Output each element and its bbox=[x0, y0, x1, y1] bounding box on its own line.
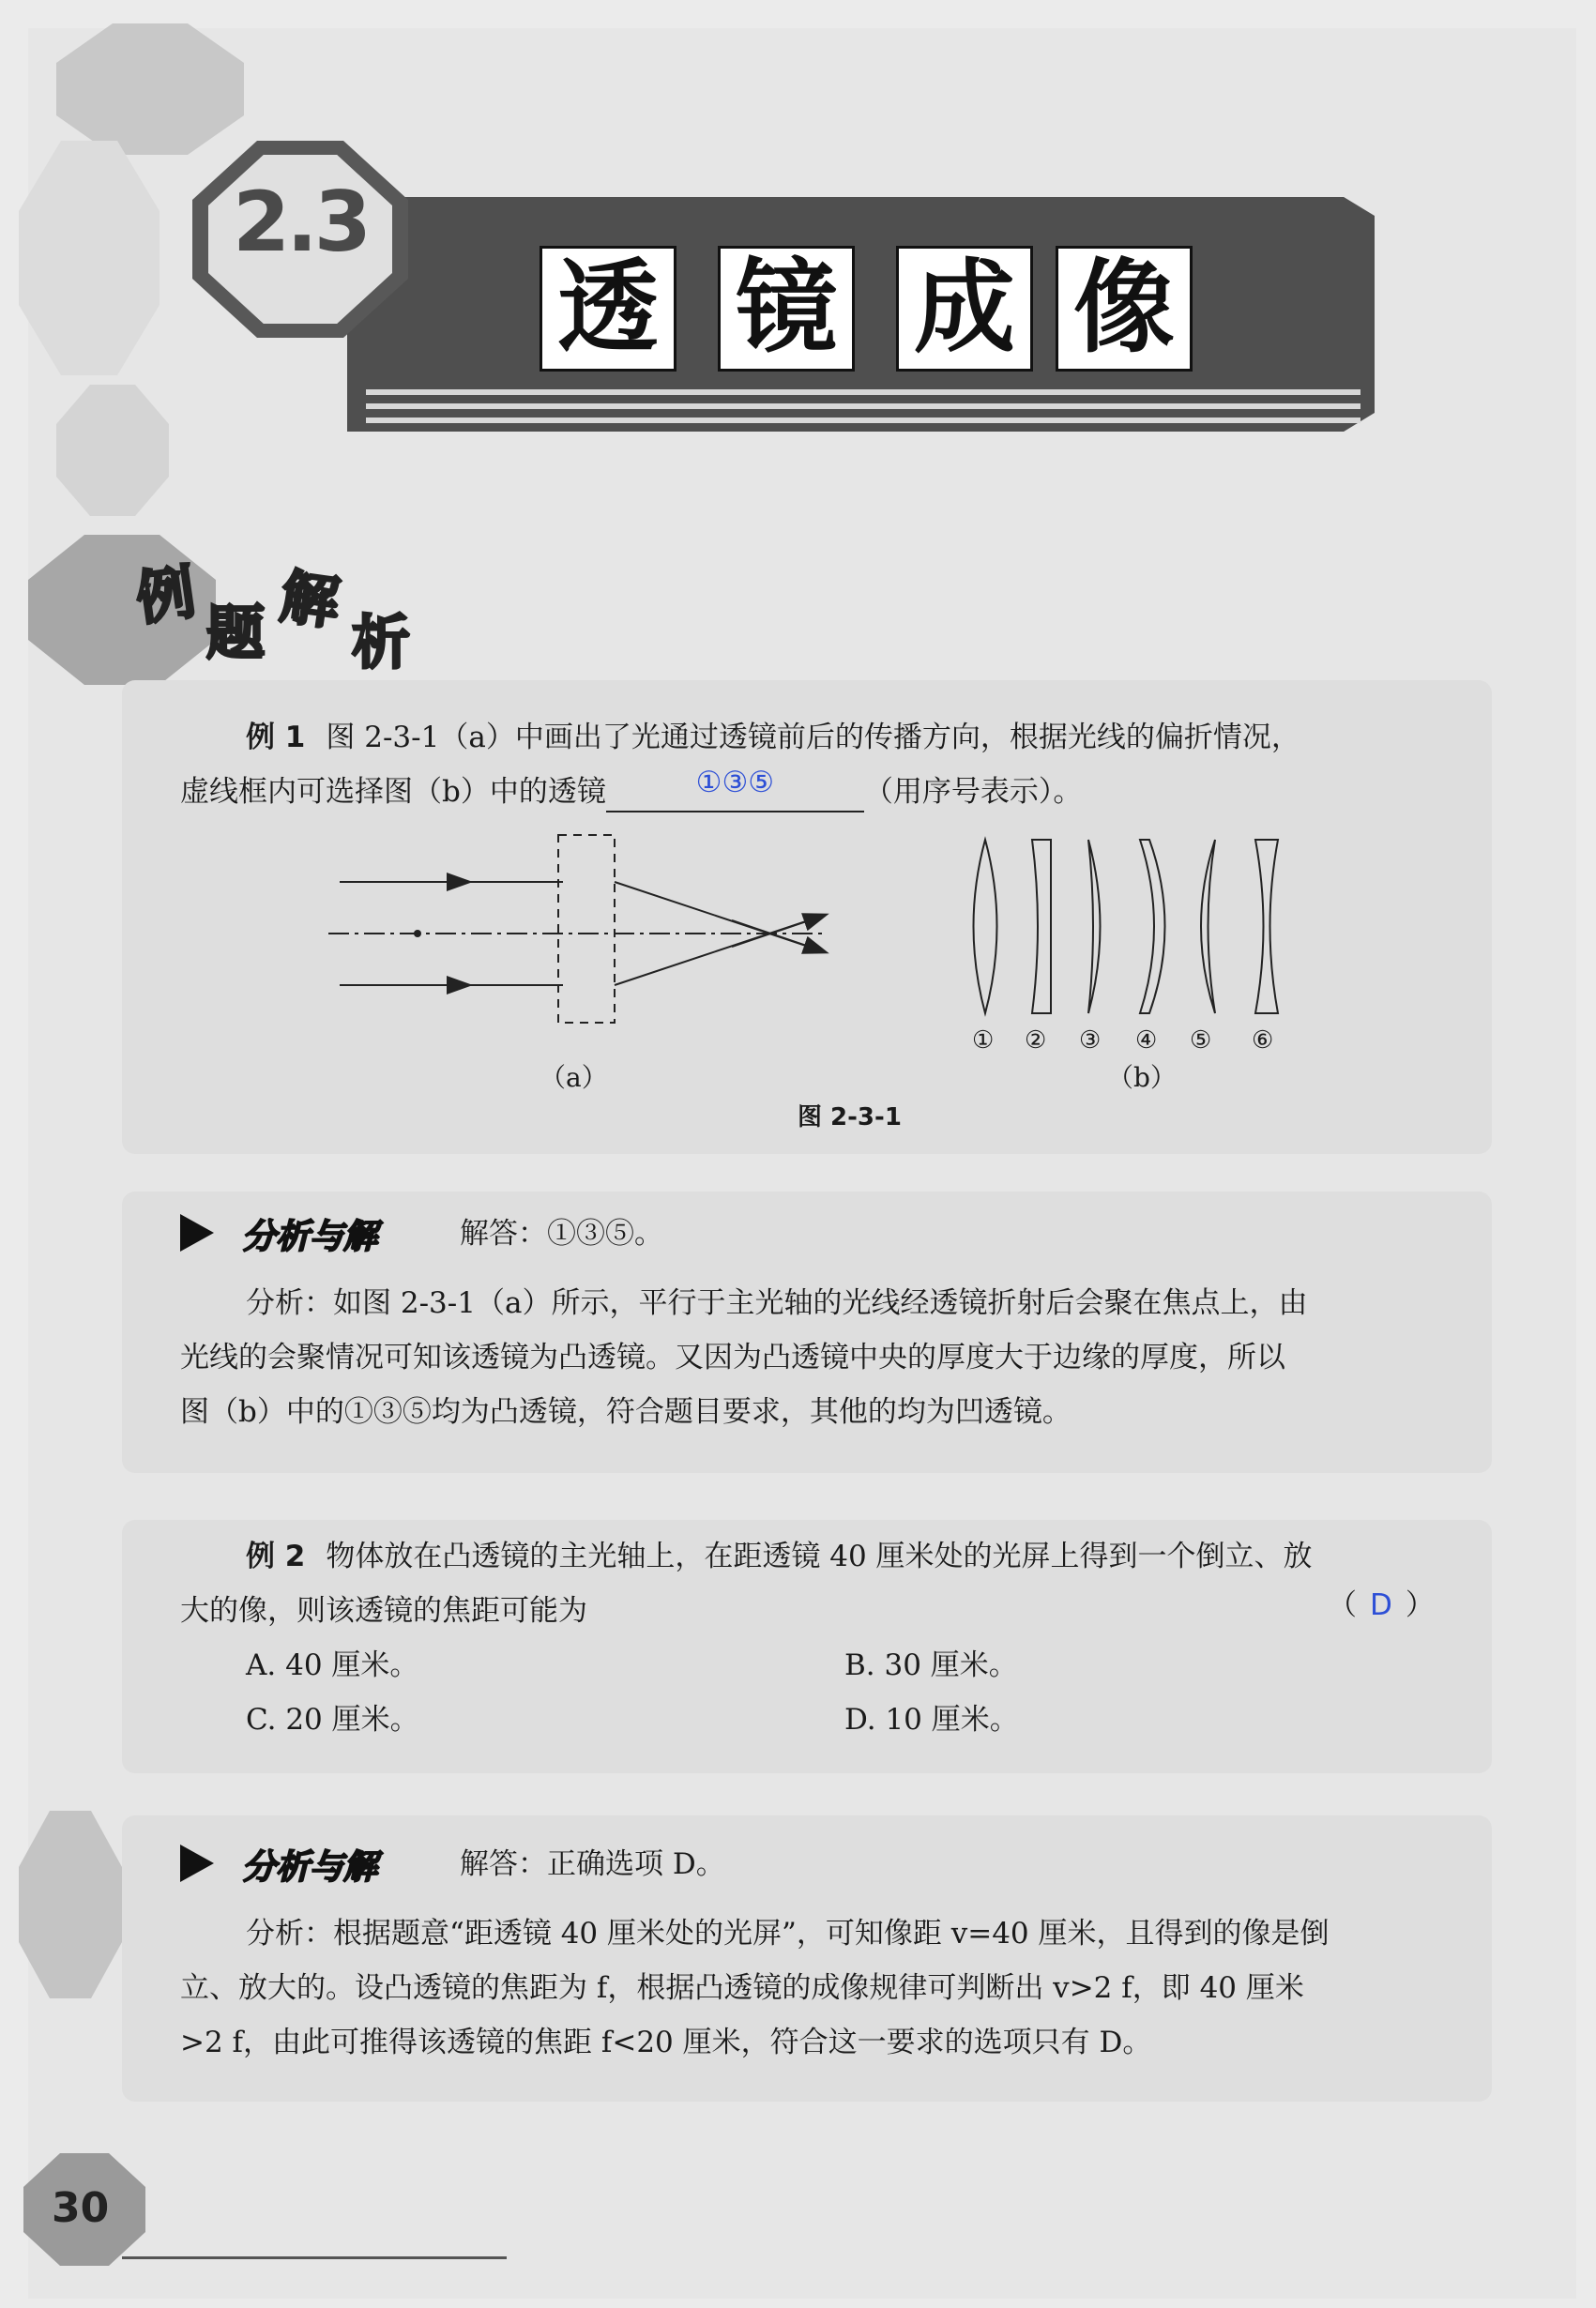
example2-answer-paren bbox=[1328, 1578, 1435, 1632]
title-char-2: 镜 bbox=[718, 246, 855, 372]
footer-rule bbox=[122, 2256, 507, 2259]
example1-label: 例 1 bbox=[246, 721, 306, 754]
lens-number-3: ③ bbox=[1079, 1026, 1102, 1055]
lens-2 bbox=[1032, 840, 1051, 1013]
lens-number-1: ① bbox=[972, 1026, 995, 1055]
analysis1-answer: 解答：①③⑤。 bbox=[460, 1217, 663, 1251]
analysis1-line2: 光线的会聚情况可知该透镜为凸透镜。又因为凸透镜中央的厚度大于边缘的厚度，所以 bbox=[180, 1341, 1285, 1374]
figure-b-label: （b） bbox=[1107, 1062, 1177, 1093]
decor-octagon bbox=[56, 385, 169, 516]
example2-answer: D bbox=[1370, 1588, 1392, 1622]
lens-4 bbox=[1140, 840, 1165, 1013]
section-number: 2.3 bbox=[233, 174, 368, 270]
option-b: B. 30 厘米。 bbox=[844, 1648, 1018, 1682]
section-heading-char: 例 bbox=[131, 556, 200, 633]
analysis2-heading: 分析与解 bbox=[242, 1848, 378, 1887]
paren-open: （ bbox=[1328, 1588, 1357, 1622]
lens-number-6: ⑥ bbox=[1252, 1026, 1274, 1055]
banner-stripe bbox=[366, 403, 1360, 409]
example2-line1 bbox=[246, 1529, 1313, 1584]
banner-stripe bbox=[366, 418, 1360, 423]
figure-b bbox=[957, 835, 1295, 1023]
lens-5 bbox=[1201, 840, 1215, 1013]
example1-text-line1: 图 2-3-1（a）中画出了光通过透镜前后的传播方向，根据光线的偏折情况， bbox=[326, 721, 1300, 754]
decor-octagon bbox=[56, 23, 244, 155]
example1-answer-blank bbox=[606, 766, 864, 812]
lens-number-5: ⑤ bbox=[1190, 1026, 1212, 1055]
analysis2-answer: 解答：正确选项 D。 bbox=[460, 1847, 725, 1881]
paren-close: ） bbox=[1405, 1588, 1435, 1622]
lens-1 bbox=[974, 840, 997, 1013]
page-number: 30 bbox=[52, 2184, 110, 2232]
figure-caption: 图 2-3-1 bbox=[798, 1103, 902, 1131]
title-banner bbox=[347, 197, 1375, 432]
figure-a-label: （a） bbox=[540, 1062, 608, 1093]
analysis1-line3: 图（b）中的①③⑤均为凸透镜，符合题目要求，其他的均为凹透镜。 bbox=[180, 1395, 1072, 1429]
play-icon bbox=[180, 1845, 214, 1882]
play-icon bbox=[180, 1214, 214, 1252]
analysis2-line2: 立、放大的。设凸透镜的焦距为 f，根据凸透镜的成像规律可判断出 v>2 f，即 40 厘米 bbox=[180, 1971, 1304, 2005]
title-char-1: 透 bbox=[540, 246, 676, 372]
decor-octagon bbox=[19, 1811, 122, 1998]
option-c: C. 20 厘米。 bbox=[246, 1703, 419, 1737]
figure-a bbox=[328, 826, 854, 1032]
title-char-4: 像 bbox=[1056, 246, 1193, 372]
lens-number-4: ④ bbox=[1135, 1026, 1158, 1055]
example2-text-line2: 大的像，则该透镜的焦距可能为 bbox=[180, 1594, 587, 1628]
example1-answer: ①③⑤ bbox=[695, 766, 775, 799]
option-d: D. 10 厘米。 bbox=[844, 1703, 1019, 1737]
analysis2-line3: >2 f，由此可推得该透镜的焦距 f<20 厘米，符合这一要求的选项只有 D。 bbox=[180, 2026, 1152, 2059]
analysis2-line1: 分析：根据题意“距透镜 40 厘米处的光屏”，可知像距 v=40 厘米，且得到的像是倒 bbox=[246, 1917, 1330, 1951]
banner-stripe bbox=[366, 389, 1360, 395]
section-heading-char: 析 bbox=[352, 608, 411, 676]
analysis1-heading: 分析与解 bbox=[242, 1218, 378, 1256]
lens-3 bbox=[1088, 840, 1101, 1013]
example2-label: 例 2 bbox=[246, 1540, 306, 1573]
example1-text-line2-after: （用序号表示）。 bbox=[863, 775, 1083, 809]
title-char-3: 成 bbox=[896, 246, 1033, 372]
example2-text-line1: 物体放在凸透镜的主光轴上，在距透镜 40 厘米处的光屏上得到一个倒立、放 bbox=[326, 1540, 1313, 1573]
example1-line1 bbox=[246, 710, 1300, 765]
example1-text-line2-before: 虚线框内可选择图（b）中的透镜 bbox=[180, 775, 606, 809]
decor-octagon bbox=[19, 141, 160, 375]
section-heading-char: 题 bbox=[206, 599, 266, 667]
option-a: A. 40 厘米。 bbox=[246, 1648, 419, 1682]
lens-6 bbox=[1255, 840, 1278, 1013]
analysis1-line1: 分析：如图 2-3-1（a）所示，平行于主光轴的光线经透镜折射后会聚在焦点上，由 bbox=[246, 1286, 1308, 1320]
lens-number-2: ② bbox=[1025, 1026, 1047, 1055]
section-heading-char: 解 bbox=[276, 561, 344, 638]
example1-line2 bbox=[180, 765, 1082, 819]
